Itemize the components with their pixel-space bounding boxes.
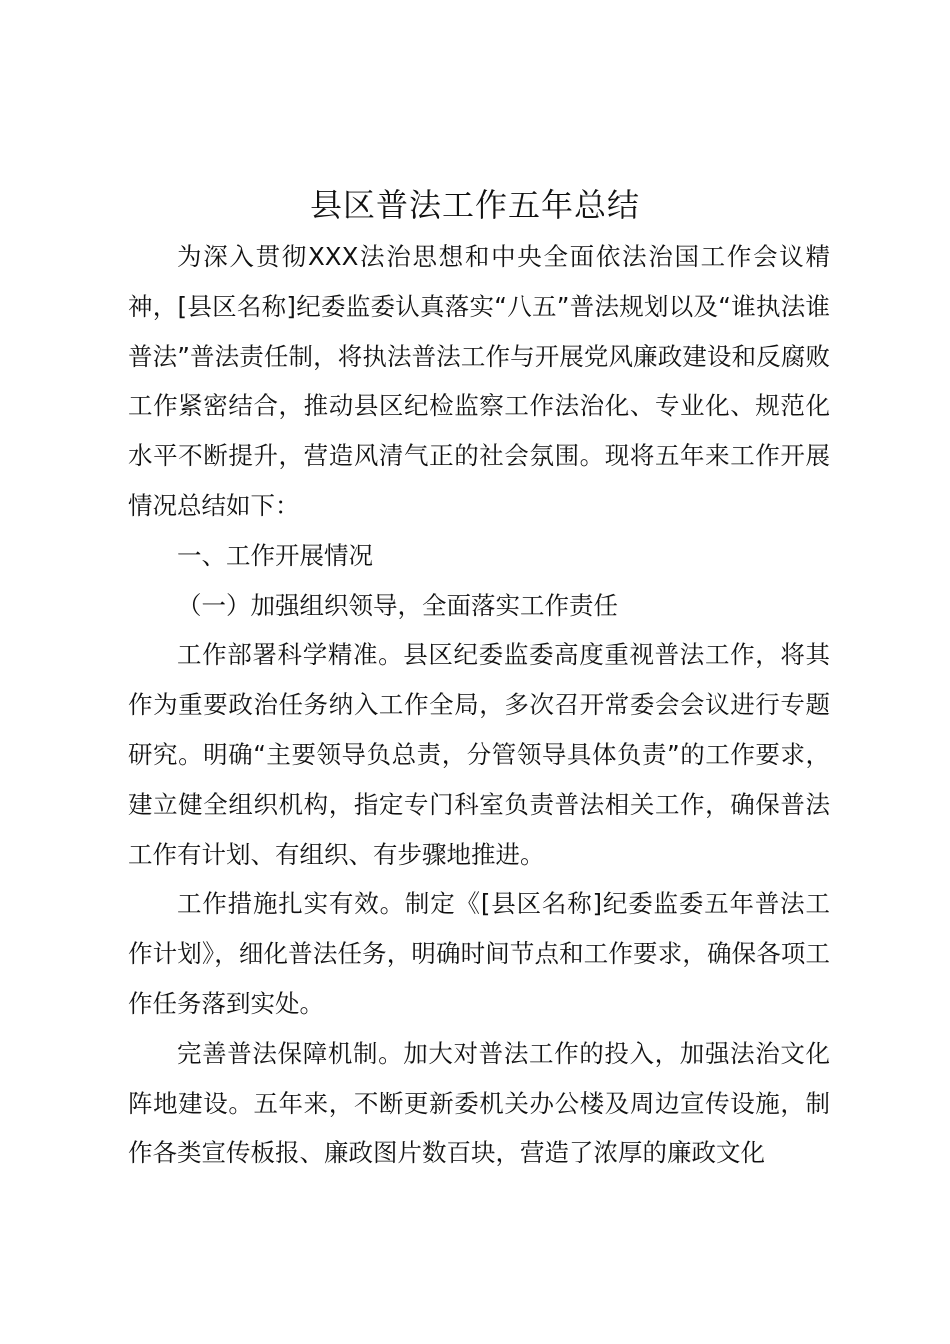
body-paragraph: 完善普法保障机制。加大对普法工作的投入，加强法治文化阵地建设。五年来，不断更新委机关办公楼及周边宣传设施，制作各类宣传板报、廉政图片数百块，营造了浓厚的廉政文化 (128, 1038, 830, 1168)
subsection-heading: （一）加强组织领导，全面落实工作责任 (177, 590, 618, 620)
intro-paragraph: 为深入贯彻XXX法治思想和中央全面依法治国工作会议精神，[县区名称]纪委监委认真落实“八五”普法规划以及“谁执法谁普法”普法责任制，将执法普法工作与开展党风廉政建设和反腐败工作紧密结合，推动县区纪检监察工作法治化、专业化、规范化水平不断提升，营造风清气正的社会氛围。现将五年来工作开展情况总结如下： (128, 242, 830, 520)
section-heading: 一、工作开展情况 (177, 540, 373, 570)
body-paragraph: 工作部署科学精准。县区纪委监委高度重视普法工作，将其作为重要政治任务纳入工作全局，多次召开常委会会议进行专题研究。明确“主要领导负总责，分管领导具体负责”的工作要求，建立健全组织机构，指定专门科室负责普法相关工作，确保普法工作有计划、有组织、有步骤地推进。 (128, 640, 830, 869)
document-body (128, 232, 830, 1178)
document-title: 县区普法工作五年总结 (309, 186, 640, 224)
body-paragraph: 工作措施扎实有效。制定《[县区名称]纪委监委五年普法工作计划》，细化普法任务，明确时间节点和工作要求，确保各项工作任务落到实处。 (128, 889, 830, 1018)
